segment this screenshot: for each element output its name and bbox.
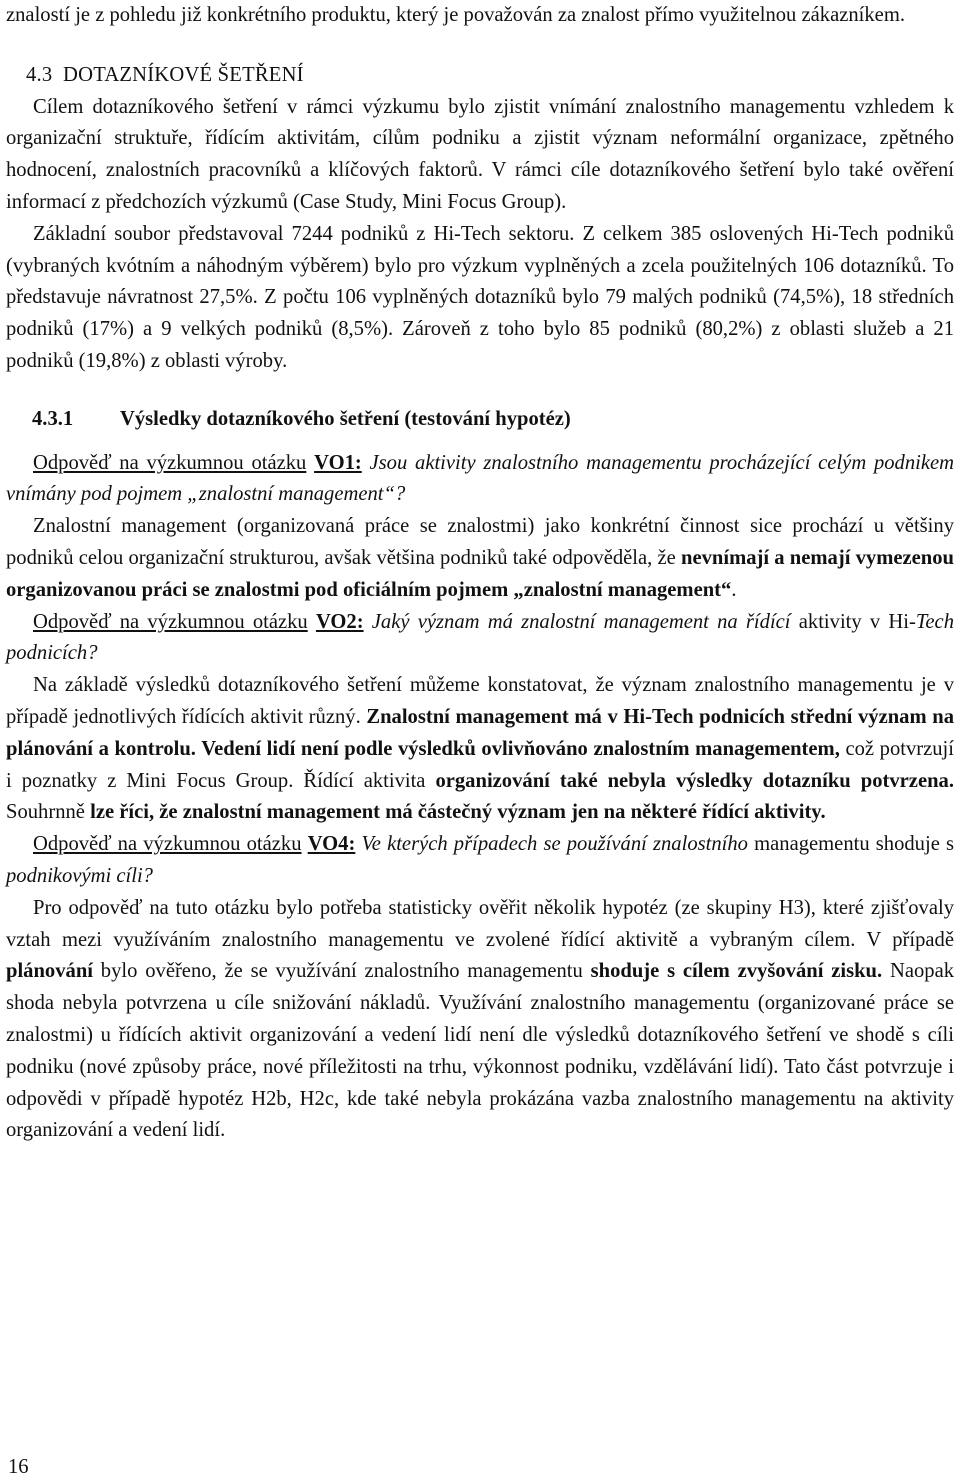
section-heading bbox=[26, 60, 954, 92]
subsection-number: 4.3.1 bbox=[32, 407, 74, 430]
vo2-answer-bold-3: lze říci, že znalostní management má částečný význam jen na některé řídící aktivity. bbox=[90, 801, 826, 824]
vo4-question-c: podnikovými cíli? bbox=[6, 864, 153, 887]
vo1-answer-end: . bbox=[731, 578, 737, 601]
vo2-question-paragraph bbox=[6, 607, 954, 671]
paragraph-sample: Základní soubor představoval 7244 podniků z Hi-Tech sektoru. Z celkem 385 oslovených Hi-Tech podniků (vybraných kvótním a náhodným výběrem) bylo pro výzkum vyplněných a zcela použitelných 106 dotazníků. To představuje návratnost 27,5%. Z počtu 106 vyplněných dotazníků bylo 79 malých podniků (74,5%), 18 středních podniků (17%) a 9 velkých podniků (8,5%). Zároveň z toho bylo 85 podniků (80,2%) z oblasti služeb a 21 podniků (19,8%) z oblasti výroby. bbox=[6, 222, 954, 372]
vo4-label: Odpověď na výzkumnou otázku bbox=[33, 833, 302, 856]
vo4-answer-c: bylo ověřeno, že se využívání znalostního managementu bbox=[93, 960, 591, 983]
vo4-answer-paragraph bbox=[6, 893, 954, 1147]
vo4-answer-bold-1: plánování bbox=[6, 960, 93, 983]
vo2-label: Odpověď na výzkumnou otázku bbox=[33, 610, 308, 633]
vo2-code: VO2: bbox=[315, 610, 364, 633]
vo2-answer-a: Na základě výsledků dotazníkového šetření můžeme konstatovat, že význam znalostního managementu je v případě jednotlivých řídících aktivit různý. bbox=[6, 674, 954, 728]
vo2-answer-bold-2: organizování také nebyla výsledky dotazníku potvrzena. bbox=[435, 769, 954, 792]
vo2-answer-paragraph bbox=[6, 670, 954, 829]
vo1-label: Odpověď na výzkumnou otázku bbox=[33, 451, 307, 474]
vo4-answer-d: Naopak shoda nebyla potvrzena u cíle snižování nákladů. Využívání znalostního managementu (organizované práce se znalostmi) u řídících aktivit organizování a vedení lidí není dle výsledků dotazníkového šetření ve shodě s cíli podniku (nové způsoby práce, nové příležitosti na trhu, výkonnost podniku, vzdělávání lidí). Tato část potvrzuje i odpovědi v případě hypotéz H2b, H2c, kde také nebyla prokázána vazba znalostního managementu na aktivity organizování a vedení lidí. bbox=[6, 960, 955, 1142]
section-number: 4.3 bbox=[26, 63, 53, 86]
vo4-answer-bold-2: shoduje s cílem zvyšování zisku. bbox=[590, 960, 883, 983]
vo1-answer-bold: nevnímají a nemají vymezenou organizovanou práci se znalostmi pod oficiálním pojmem „znalostní management“ bbox=[6, 546, 954, 601]
vo4-question-paragraph bbox=[6, 829, 954, 893]
vo2-question-b: aktivity v Hi- bbox=[798, 610, 916, 633]
vo1-question: Jsou aktivity znalostního managementu procházející celým podnikem vnímány pod pojmem „znalostní management“? bbox=[6, 451, 954, 506]
subsection-title: Výsledky dotazníkového šetření (testování hypotéz) bbox=[120, 407, 571, 430]
vo1-code: VO1: bbox=[314, 451, 362, 474]
vo1-answer-paragraph bbox=[6, 511, 954, 606]
vo2-question-a: Jaký význam má znalostní management na řídící bbox=[371, 610, 791, 633]
vo2-question-c: Tech podnicích? bbox=[6, 610, 954, 665]
subsection-heading bbox=[32, 404, 954, 436]
vo4-question-a: Ve kterých případech se používání znalostního bbox=[361, 833, 748, 856]
vo4-answer-a: Pro odpověď na tuto otázku bylo potřeba statisticky ověřit několik hypotéz (ze skupiny H3), které zjišťovaly vztah mezi využíváním znalostního managementu ve zvolené řídící aktivitě a vybraným cílem. V případě bbox=[6, 896, 954, 951]
paragraph-aim: Cílem dotazníkového šetření v rámci výzkumu bylo zjistit vnímání znalostního managementu vzhledem k organizační struktuře, řídícím aktivitám, cílům podniku a zjistit význam neformální organizace, zpětného hodnocení, znalostních pracovníků a klíčových faktorů. V rámci cíle dotazníkového šetření bylo také ověření informací z předchozích výzkumů (Case Study, Mini Focus Group). bbox=[6, 95, 954, 213]
vo4-question-b: managementu shoduje s bbox=[754, 833, 955, 856]
section-title: DOTAZNÍKOVÉ ŠETŘENÍ bbox=[63, 63, 304, 86]
vo1-question-paragraph bbox=[6, 448, 954, 512]
vo2-answer-d: Souhrnně bbox=[6, 801, 91, 824]
vo1-answer-text: Znalostní management (organizovaná práce se znalostmi) jako konkrétní činnost sice prochází u většiny podniků celou organizační strukturou, avšak většina podniků také odpověděla, že bbox=[6, 515, 954, 569]
vo4-code: VO4: bbox=[307, 833, 356, 856]
vo2-answer-bold-1: Znalostní management má v Hi-Tech podnicích střední význam na plánování a kontrolu. Vedení lidí není podle výsledků ovlivňováno znalostním managementem, bbox=[6, 705, 954, 760]
intro-paragraph: znalostí je z pohledu již konkrétního produktu, který je považován za znalost přímo využitelnou zákazníkem. bbox=[6, 4, 905, 26]
vo2-answer-c: což potvrzují i poznatky z Mini Focus Group. Řídící aktivita bbox=[6, 737, 955, 792]
document-page bbox=[6, 0, 954, 1147]
page-number: 16 bbox=[8, 1456, 29, 1478]
